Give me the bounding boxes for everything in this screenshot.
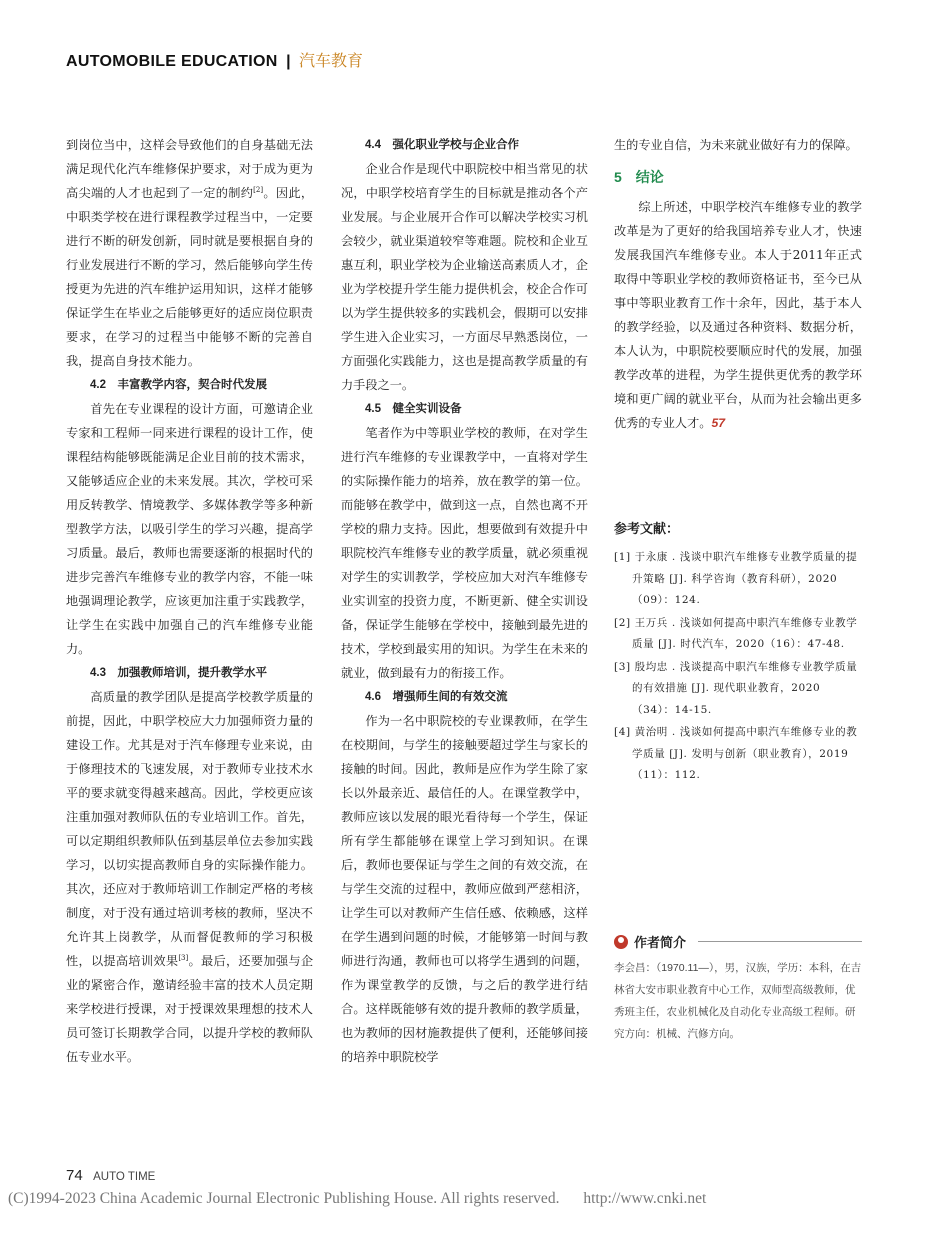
- paragraph: 作为一名中职院校的专业课教师，在学生在校期间，与学生的接触要超过学生与家长的接触的时间。因此，教师是应作为学生除了家长以外最亲近、最信任的人。在课堂教学中，教师应该以发展的眼光看待每一个学生，保证所有学生都能够在课堂上学习到知识。在课后，教师也要保证与学生之间的有效交流，在与学生交流的过程中，教师应做到严慈相济，让学生可以对教师产生信任感、依赖感，这样在学生遇到问题的时候，才能够第一时间与教师进行沟通，教师也可以将学生遇到的问题，作为课堂教学的反馈，与之后的教学进行结合。这样既能够有效的提升教师的教学质量，也为教师的因材施教提供了便利，还能够间接的培养中职院校学: [341, 714, 588, 1064]
- paragraph: 企业合作是现代中职院校中相当常见的状况，中职学校培育学生的目标就是推动各个产业发展。与企业展开合作可以解决学校实习机会较少，就业渠道较窄等难题。院校和企业互惠互利，职业学校为企业输送高素质人才，企业为学校提升学生能力提供机会，校企合作可以为学生提供较多的实践机会，假期可以安排学生进入企业实习，一方面尽早熟悉岗位，一方面强化实践能力，这也是提高教学质量的有力手段之一。: [341, 162, 588, 392]
- end-mark: 57: [711, 416, 726, 430]
- journal-name-cn: 汽车教育: [299, 53, 364, 70]
- paragraph: 综上所述，中职学校汽车维修专业的教学改革是为了更好的给我国培养专业人才，快速发展我国汽车维修专业。本人于2011年正式取得中等职业学校的教师资格证书，至今已从事中等职业教育工作十余年，因此，基于本人的教学经验，以及通过各种资料、数据分析，本人认为，中职院校要顺应时代的发展，加强教学改革的进程，为学生提供更优秀的教学环境和更广阔的就业平台，从而为社会输出更多优秀的专业人才。57: [614, 200, 862, 430]
- author-bio: [614, 932, 862, 1045]
- journal-header: [66, 48, 363, 71]
- running-title: AUTO TIME: [93, 1171, 156, 1183]
- paragraph: 首先在专业课程的设计方面，可邀请企业专家和工程师一同来进行课程的设计工作，使课程结构能够既能满足企业目前的技术需求，又能够适应企业的未来发展。其次，学校可采用反转教学、情境教学、多媒体教学等多种新型教学方法，以吸引学生的学习兴趣，提高学习质量。最后，教师也需要逐渐的根据时代的进步完善汽车维修专业的教学内容，不能一味地强调理论教学，应该更加注重于实践教学，让学生在实践中加强自己的汽车维修专业能力。: [66, 402, 313, 656]
- column-left: [66, 133, 313, 1069]
- subsection-heading-4-4: 4.4 强化职业学校与企业合作: [365, 139, 519, 151]
- reference-item: [4] 黄治明 . 浅谈如何提高中职汽车维修专业的教学质量 [J]. 发明与创新（职业教育），2019（11）：112.: [614, 726, 858, 781]
- copyright-url: http://www.cnki.net: [583, 1190, 707, 1207]
- citation: [2]: [253, 185, 264, 194]
- references: [614, 518, 862, 788]
- section-heading-conclusion: 5 结论: [614, 169, 664, 185]
- author-bio-text: 李会昌：（1970.11—），男，汉族，学历：本科，在吉林省大安市职业教育中心工作，双师型高级教师，优秀班主任，农业机械化及自动化专业高级工程师。研究方向：机械、汽修方向。: [614, 962, 862, 1040]
- paragraph: 生的专业自信，为未来就业做好有力的保障。: [614, 138, 858, 152]
- reference-item: [1] 于永康 . 浅谈中职汽车维修专业教学质量的提升策略 [J]. 科学咨询（教育科研），2020（09）：124.: [614, 551, 858, 606]
- divider: [698, 941, 862, 942]
- paragraph: 笔者作为中等职业学校的教师，在对学生进行汽车维修的专业课教学中，一直将对学生的实际操作能力的培养，放在教学的第一位。而能够在教学中，做到这一点，自然也离不开学校的鼎力支持。因此，想要做到有效提升中职院校汽车维修专业的教学质量，就必须重视对学生的实训教学，学校应加大对汽车维修专业实训室的投资力度，不断更新、健全实训设备，保证学生能够在学校中，接触到最先进的技术，学校到最实用的知识。为学生在未来的就业，做到最有力的衔接工作。: [341, 426, 588, 680]
- paragraph: 高质量的教学团队是提高学校教学质量的前提，因此，中职学校应大力加强师资力量的建设工作。尤其是对于汽车修理专业来说，由于修理技术的飞速发展，对于教师专业技术水平的要求就变得越来越高。因此，学校更应该注重加强对教师队伍的专业培训工作。首先，可以定期组织教师队伍到基层单位去参加实践学习，以切实提高教师自身的实际操作能力。其次，还应对于教师培训工作制定严格的考核制度，对于没有通过培训考核的教师，坚决不允许其上岗教学，从而督促教师的学习积极性，以提高培训效果[3]。最后，还要加强与企业的紧密合作，邀请经验丰富的技术人员定期来学校进行授课，对于授课效果理想的技术人员可签订长期教学合同，以提升学校的教师队伍专业水平。: [66, 690, 314, 1064]
- copyright-text: (C)1994-2023 China Academic Journal Electronic Publishing House. All rights reserved.: [8, 1190, 560, 1207]
- column-middle: [341, 133, 588, 1069]
- column-right: [614, 133, 862, 435]
- copyright-notice: [8, 1190, 706, 1208]
- paragraph: 到岗位当中，这样会导致他们的自身基础无法满足现代化汽车维修保护要求，对于成为更为高尖端的人才也起到了一定的制约[2]。因此，中职类学校在进行课程教学过程当中，一定要进行不断的研发创新，同时就是要根据自身的行业发展进行不断的学习，然后能够向学生传授更为先进的汽车维护运用知识，这样才能够保证学生在毕业之后能够更好的适应岗位职责要求，在学习的过程当中能够不断的完善自我，提高自身技术能力。: [66, 138, 314, 368]
- references-title: 参考文献：: [614, 521, 680, 536]
- journal-name-en: AUTOMOBILE EDUCATION: [66, 53, 278, 70]
- page-footer: [66, 1167, 155, 1185]
- person-icon: [614, 935, 628, 949]
- reference-item: [3] 殷均忠 . 浅谈提高中职汽车维修专业教学质量的有效措施 [J]. 现代职业教育，2020（34）：14-15.: [614, 660, 858, 716]
- subsection-heading-4-6: 4.6 增强师生间的有效交流: [365, 691, 508, 703]
- subsection-heading-4-3: 4.3 加强教师培训，提升教学水平: [90, 667, 267, 679]
- author-bio-title: 作者简介: [634, 935, 687, 950]
- page-number: 74: [66, 1167, 83, 1184]
- subsection-heading-4-5: 4.5 健全实训设备: [365, 403, 462, 415]
- author-bio-header: [614, 932, 862, 951]
- reference-item: [2] 王万兵 . 浅谈如何提高中职汽车维修专业教学质量 [J]. 时代汽车，2020（16）：47-48.: [614, 616, 858, 650]
- citation: [3]: [178, 953, 189, 962]
- header-separator: |: [286, 53, 291, 70]
- subsection-heading-4-2: 4.2 丰富教学内容，契合时代发展: [90, 379, 267, 391]
